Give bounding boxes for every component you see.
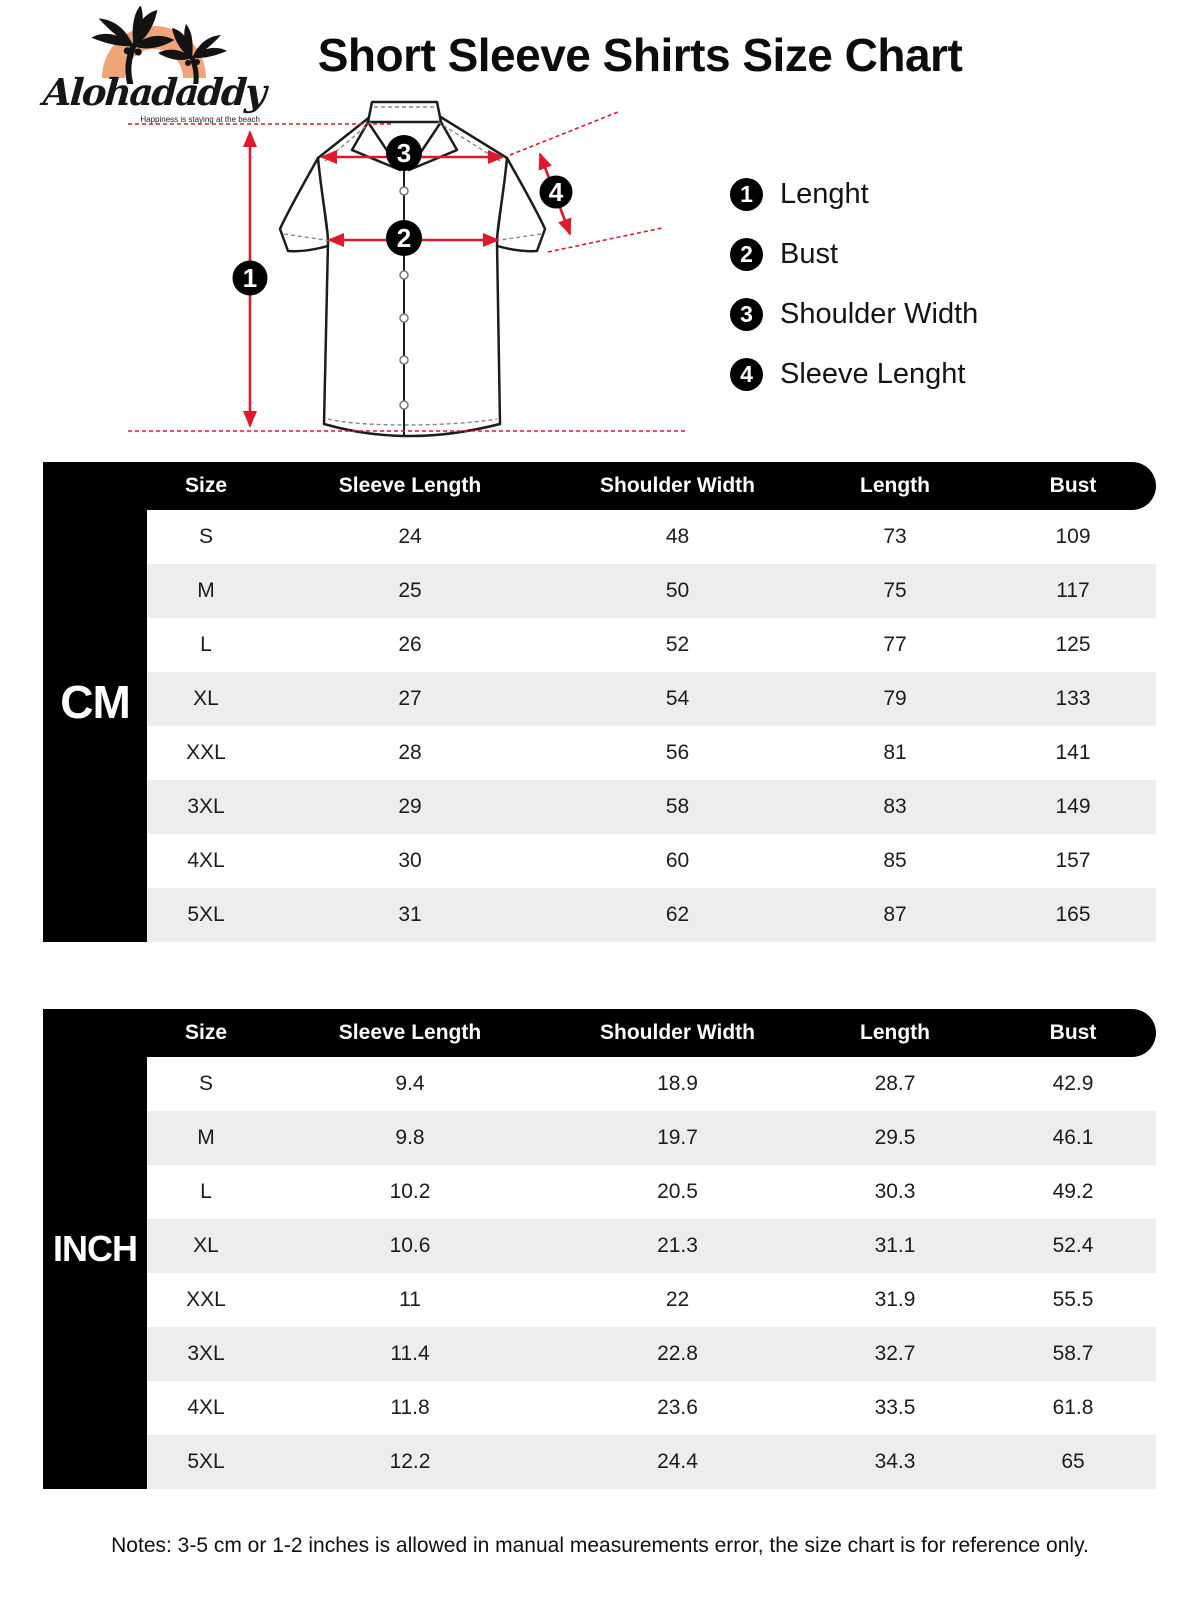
table-row [147,780,1156,834]
table-cell: 21.3 [657,1234,698,1257]
col-header-length: Length [860,474,930,497]
col-header-shoulder-width: Shoulder Width [600,474,755,497]
table-cell: 157 [1055,849,1091,872]
table-cell: 54 [665,687,690,710]
col-header-length: Length [860,1021,930,1044]
legend-num-3-icon: 3 [730,298,763,331]
table-cell: 10.6 [389,1234,431,1257]
inch-table [147,1057,1156,1489]
table-cell: 50 [665,579,690,602]
legend-num-4-icon: 4 [730,358,763,391]
table-cell: XXL [186,1288,226,1311]
table-cell: 9.4 [395,1072,425,1095]
table-cell: 52 [665,633,690,656]
table-cell: 149 [1055,795,1091,818]
table-row [147,834,1156,888]
table-cell: 22 [665,1288,690,1311]
table-row [147,1273,1156,1327]
table-cell: 22.8 [657,1342,698,1365]
table-cell: 20.5 [657,1180,698,1203]
table-header-cm [43,462,1156,510]
table-cell: 75 [883,579,907,602]
table-cell: 61.8 [1052,1396,1094,1419]
measurement-legend [730,178,978,418]
table-cell: 31 [398,903,422,926]
table-cell: 34.3 [874,1450,916,1473]
shirt-measurement-diagram [110,92,700,452]
table-cell: S [198,525,213,548]
page-title: Short Sleeve Shirts Size Chart [317,29,963,81]
table-header-inch [43,1009,1156,1057]
notes-text: Notes: 3-5 cm or 1-2 inches is allowed in manual measurements error, the size chart is for reference only. [111,1534,1089,1557]
table-row [147,888,1156,942]
legend-num-1-icon: 1 [730,178,763,211]
table-cell: 60 [665,849,690,872]
table-row [147,1381,1156,1435]
table-cell: 12.2 [389,1450,431,1473]
table-cell: 117 [1056,579,1090,602]
col-header-bust: Bust [1049,1021,1097,1044]
table-cell: 29.5 [874,1126,916,1149]
table-cell: 26 [398,633,422,656]
table-cell: 52.4 [1052,1234,1094,1257]
table-row [147,1327,1156,1381]
table-cell: 141 [1055,741,1091,764]
table-cell: 48 [665,525,690,548]
table-cell: 56 [665,741,690,764]
legend-label: Lenght [780,178,869,210]
table-cell: M [197,579,215,602]
col-header-bust: Bust [1049,474,1097,497]
table-cell: 58.7 [1052,1342,1094,1365]
table-cell: 11.4 [390,1342,430,1365]
table-cell: 62 [665,903,690,926]
table-cell: 133 [1055,687,1091,710]
legend-label: Bust [780,238,839,270]
table-cell: 125 [1055,633,1091,656]
table-cell: 87 [883,903,907,926]
table-row [147,672,1156,726]
table-cell: 49.2 [1052,1180,1094,1203]
table-row [147,564,1156,618]
table-cell: 58 [665,795,690,818]
col-header-size: Size [184,1021,228,1044]
table-row [147,1111,1156,1165]
cm-table [147,510,1156,942]
table-cell: 30.3 [874,1180,916,1203]
table-cell: 30 [398,849,422,872]
col-header-sleeve-length: Sleeve Length [338,1021,482,1044]
table-cell: 109 [1055,525,1091,548]
marker-1: 1 [242,263,258,293]
table-cell: 73 [883,525,907,548]
table-cell: XXL [186,741,226,764]
table-cell: 31.1 [874,1234,916,1257]
size-table-cm [43,462,1156,942]
table-cell: 165 [1055,903,1091,926]
table-cell: 4XL [187,849,225,872]
size-table-inch [43,1009,1156,1489]
table-cell: 9.8 [395,1126,425,1149]
table-cell: 29 [398,795,422,818]
brand-tagline: Happiness is staying at the beach [140,115,260,124]
legend-item-shoulder-width [730,298,978,331]
table-cell: 28.7 [874,1072,916,1095]
col-header-size: Size [184,474,228,497]
table-cell: 46.1 [1052,1126,1094,1149]
unit-label-inch: INCH [53,1228,137,1269]
legend-label: Sleeve Lenght [780,358,966,390]
table-cell: 79 [883,687,907,710]
table-cell: 23.6 [657,1396,698,1419]
table-cell: XL [193,687,219,710]
table-cell: 10.2 [389,1180,431,1203]
table-cell: 27 [398,687,422,710]
table-row [147,1165,1156,1219]
table-cell: M [197,1126,215,1149]
table-row [147,618,1156,672]
table-row [147,1435,1156,1489]
table-cell: XL [193,1234,219,1257]
table-cell: 11.8 [390,1396,430,1419]
table-cell: 85 [883,849,907,872]
col-header-shoulder-width: Shoulder Width [600,1021,755,1044]
table-cell: 4XL [187,1396,225,1419]
table-row [147,1057,1156,1111]
table-cell: 5XL [187,903,225,926]
unit-band [43,1009,147,1489]
table-row [147,726,1156,780]
marker-2: 2 [396,223,412,253]
marker-3: 3 [396,138,412,168]
table-cell: 42.9 [1052,1072,1094,1095]
table-cell: S [198,1072,213,1095]
table-cell: 55.5 [1052,1288,1094,1311]
table-row [147,510,1156,564]
legend-item-length [730,178,978,211]
table-cell: L [200,1180,212,1203]
table-cell: 18.9 [657,1072,698,1095]
marker-4: 4 [548,177,564,207]
table-cell: 3XL [187,795,225,818]
table-cell: 24 [398,525,422,548]
table-cell: 3XL [187,1342,225,1365]
legend-num-2-icon: 2 [730,238,763,271]
legend-item-sleeve-length [730,358,978,391]
table-cell: 5XL [187,1450,225,1473]
table-cell: L [200,633,212,656]
table-cell: 19.7 [657,1126,698,1149]
table-cell: 25 [398,579,422,602]
legend-item-bust [730,238,978,271]
unit-label-cm: CM [60,676,130,728]
brand-name: Alohadaddy [41,70,267,114]
table-cell: 28 [398,741,422,764]
table-row [147,1219,1156,1273]
col-header-sleeve-length: Sleeve Length [338,474,482,497]
table-cell: 32.7 [874,1342,916,1365]
table-cell: 77 [883,633,907,656]
table-cell: 33.5 [874,1396,916,1419]
table-cell: 11 [399,1288,421,1311]
table-cell: 24.4 [657,1450,698,1473]
unit-band [43,462,147,942]
table-cell: 83 [883,795,907,818]
table-cell: 81 [883,741,907,764]
table-cell: 65 [1061,1450,1085,1473]
table-cell: 31.9 [874,1288,916,1311]
legend-label: Shoulder Width [780,298,979,330]
